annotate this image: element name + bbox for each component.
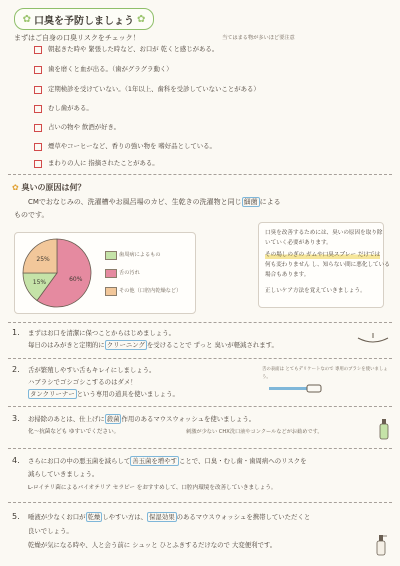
checkbox-1[interactable] bbox=[34, 46, 42, 54]
tip-text: のあるマウスウォッシュを携帯していただくと bbox=[176, 513, 311, 521]
tip-text: 毎日のはみがきと定期的に bbox=[28, 341, 105, 349]
tip-highlight: 善玉菌を増やす bbox=[132, 457, 177, 465]
pie-slice-label: 60% bbox=[69, 276, 83, 284]
tip-line: ハブラシでゴシゴシこするのはダメ！ bbox=[28, 378, 137, 386]
tip-highlight: タンクリーナー bbox=[30, 390, 75, 398]
tip-line bbox=[28, 457, 307, 465]
tip-number: 3. bbox=[12, 414, 20, 423]
pie-slice-label: 25% bbox=[36, 256, 50, 264]
tip-text: お掃除のあとは、仕上げに bbox=[28, 415, 105, 423]
clover-icon: ✿ bbox=[22, 13, 31, 25]
cause-heading bbox=[12, 182, 86, 193]
info-line: いていく必要があります。 bbox=[265, 240, 332, 246]
divider bbox=[8, 406, 392, 407]
legend-swatch-2 bbox=[105, 269, 117, 278]
cause-title: 臭いの原因は何？ bbox=[21, 183, 86, 192]
tip-line: 良いでしょう。 bbox=[28, 527, 73, 535]
tip-line: 化～抗菌なども ゆすいでください。 bbox=[28, 429, 120, 435]
checklist-item: 定期検診を受けていない。（1年以上、歯科を受診していないことがある） bbox=[48, 85, 260, 93]
checklist-item: 占いの物や 飲酒が好き。 bbox=[48, 123, 121, 131]
tip-line bbox=[28, 415, 255, 423]
tip-highlight: 乾燥 bbox=[87, 513, 101, 521]
info-line: 正しいケア方法を覚えていきましょう。 bbox=[265, 288, 366, 294]
checkbox-7[interactable] bbox=[34, 160, 42, 168]
checkbox-2[interactable] bbox=[34, 66, 42, 74]
clover-icon-right: ✿ bbox=[137, 13, 146, 25]
divider bbox=[8, 502, 392, 503]
tip-line: 乾燥が気になる時や、人と会う前に シュッと ひとふきするだけなので 大変便利です。 bbox=[28, 541, 277, 549]
tip-text: 作用のあるマウスウォッシュを使いましょう。 bbox=[121, 415, 256, 423]
germ-highlight: 細菌 bbox=[243, 198, 258, 206]
tip-text: を受けることで ずっと 臭いが軽減されます。 bbox=[146, 341, 278, 349]
checkbox-4[interactable] bbox=[34, 105, 42, 113]
tip-number: 4. bbox=[12, 456, 20, 465]
checklist-note: 当てはまる物が多いほど要注意 bbox=[222, 35, 295, 41]
divider bbox=[8, 448, 392, 449]
legend-label: 歯周病によるもの bbox=[119, 252, 161, 258]
tip-line bbox=[28, 513, 310, 521]
tip-number: 2. bbox=[12, 365, 20, 374]
checklist-lead: まずはご自身の口臭リスクをチェック！ bbox=[14, 34, 140, 42]
checklist-item: 歯を磨くと血が出る。（歯がグラグラ動く） bbox=[48, 65, 173, 73]
tip-side-note: 舌の表面は とてもデリケートなので 専用のブラシを使いましょう。 bbox=[262, 367, 388, 380]
tip-line: 刺激が少ない CHX洗口液やコンクールなどがお勧めです。 bbox=[186, 429, 323, 435]
page-title-text: 口臭を予防しましょう bbox=[34, 15, 134, 27]
pie-slice-label: 15% bbox=[32, 278, 47, 286]
tip-text: しやすい方は、 bbox=[102, 513, 148, 521]
mouthwash-bottle-icon bbox=[378, 418, 390, 440]
star-icon: ✿ bbox=[12, 183, 19, 192]
tip-line: 舌が繁殖しやすい舌もキレイにしましょう。 bbox=[28, 366, 156, 374]
tip-number: 5. bbox=[12, 512, 20, 521]
checkbox-6[interactable] bbox=[34, 143, 42, 151]
checkbox-3[interactable] bbox=[34, 86, 42, 94]
info-panel bbox=[258, 222, 390, 308]
tip-line: L-ロイテリ菌によるバイオテリア セラピー をおすすめして、口腔内環境を改善していきましょう。 bbox=[28, 485, 277, 491]
divider bbox=[8, 322, 392, 323]
tip-text: さらにお口の中の悪玉菌を減らして bbox=[28, 457, 131, 465]
tip-number: 1. bbox=[12, 328, 20, 337]
page-title bbox=[14, 8, 154, 30]
checkbox-5[interactable] bbox=[34, 124, 42, 132]
pie-chart bbox=[17, 235, 97, 311]
tip-line: 減らしていきましょう。 bbox=[28, 470, 99, 478]
checklist-item: まわりの人に 指摘されたことがある。 bbox=[48, 159, 159, 167]
divider bbox=[8, 358, 392, 359]
tip-text: という専用の道具を使いましょう。 bbox=[76, 390, 179, 398]
chart-panel bbox=[14, 232, 196, 314]
cause-text bbox=[28, 198, 281, 206]
tip-highlight: クリーニング bbox=[106, 341, 145, 349]
checklist-item: 煙草やコーヒーなど、香りの強い物を 嗜好品としている。 bbox=[48, 142, 216, 150]
divider bbox=[8, 174, 392, 175]
info-line: その場しのぎの ガムや口臭スプレー だけでは bbox=[265, 252, 381, 258]
info-line: 口臭を改善するためには、臭いの原因を取り除 bbox=[265, 230, 383, 236]
legend-label: その他（口腔内乾燥など） bbox=[119, 288, 182, 294]
tip-line: まずはお口を清潔に保つことからはじめましょう。 bbox=[28, 329, 175, 337]
checklist-item: 朝起きた時や 緊張した時など、お口が 乾くと感じがある。 bbox=[48, 45, 219, 53]
legend-swatch-3 bbox=[105, 287, 117, 296]
tip-line bbox=[28, 390, 179, 398]
legend-swatch-1 bbox=[105, 251, 117, 260]
legend-label: 舌の汚れ bbox=[119, 270, 140, 276]
spray-bottle-icon bbox=[374, 532, 388, 556]
checklist-item: むし歯がある。 bbox=[48, 104, 93, 112]
cause-line2: ものです。 bbox=[14, 211, 49, 219]
info-line: 場合もあります。 bbox=[265, 272, 310, 278]
tip-text: 唾液が少なくお口が bbox=[28, 513, 86, 521]
sink-icon bbox=[356, 332, 390, 346]
info-line: 何も変わりません し、知らない間に悪化している bbox=[265, 262, 390, 268]
tip-text: ことで、口臭・むし歯・歯周病へのリスクを bbox=[178, 457, 307, 465]
cause-line1: CMでおなじみの、洗濯槽やお風呂場のカビ、生乾きの洗濯物と同じ bbox=[28, 198, 242, 206]
tip-highlight: 保湿効果 bbox=[149, 513, 175, 521]
cause-line1-end: による bbox=[259, 198, 281, 206]
tip-highlight: 殺菌 bbox=[106, 415, 120, 423]
tip-line bbox=[28, 341, 278, 349]
tongue-cleaner-icon bbox=[268, 384, 324, 394]
